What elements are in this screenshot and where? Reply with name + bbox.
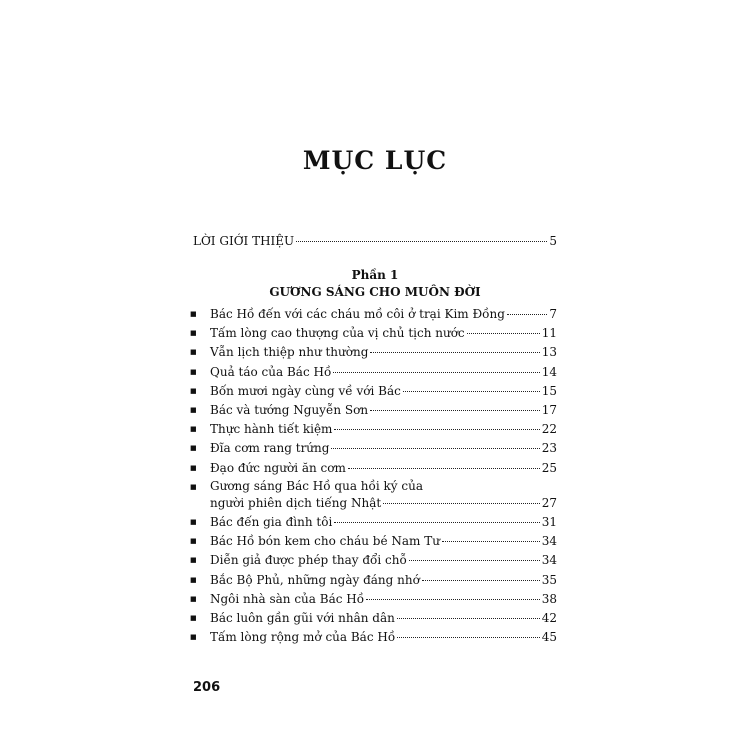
- toc-entry-page: 31: [541, 515, 557, 530]
- square-bullet-icon: ■: [190, 425, 197, 434]
- toc-entry-page: 17: [541, 403, 557, 418]
- dot-leader: [397, 637, 540, 638]
- toc-entry-page: 7: [549, 307, 557, 321]
- toc-entry: [190, 571, 557, 590]
- toc-entry: [190, 478, 557, 513]
- toc-entry: [190, 628, 557, 647]
- dot-leader: [403, 391, 540, 392]
- toc-entry-page: 27: [541, 495, 557, 510]
- toc-entry-page: 42: [541, 611, 557, 626]
- toc-entry: [190, 420, 557, 439]
- dot-leader: [334, 522, 539, 523]
- toc-entry-title: Thực hành tiết kiệm: [210, 422, 333, 437]
- toc-entry-title: Đĩa cơm rang trứng: [210, 441, 330, 456]
- square-bullet-icon: ■: [190, 518, 197, 527]
- dot-leader: [348, 468, 540, 469]
- dot-leader: [370, 352, 539, 353]
- toc-entry: [190, 382, 557, 401]
- toc-entry: [190, 305, 557, 324]
- square-bullet-icon: ■: [190, 348, 197, 357]
- dot-leader: [467, 333, 540, 334]
- toc-entry-title: Đạo đức người ăn cơm: [210, 460, 346, 475]
- toc-entry-page: 14: [541, 364, 557, 379]
- toc-entry-title: Bác Hồ đến với các cháu mồ côi ở trại Kim Đồng: [210, 307, 505, 321]
- toc-entry-title: Bắc Bộ Phủ, những ngày đáng nhớ: [210, 572, 420, 587]
- toc-entry-page: 35: [541, 572, 557, 587]
- toc-list: [190, 305, 557, 647]
- toc-intro-row: [193, 234, 557, 250]
- toc-entry-title: Tấm lòng cao thượng của vị chủ tịch nước: [210, 326, 465, 341]
- toc-entry-page: 45: [541, 630, 557, 645]
- square-bullet-icon: ■: [190, 463, 197, 472]
- toc-entry: [190, 439, 557, 458]
- square-bullet-icon: ■: [190, 310, 197, 318]
- dot-leader: [409, 560, 540, 561]
- square-bullet-icon: ■: [190, 614, 197, 623]
- toc-entry: [190, 551, 557, 570]
- toc-entry: [190, 532, 557, 551]
- dot-leader: [331, 448, 539, 449]
- toc-entry-page: 38: [541, 591, 557, 606]
- square-bullet-icon: ■: [190, 406, 197, 415]
- toc-entry-title: Ngôi nhà sàn của Bác Hồ: [210, 591, 365, 606]
- toc-entry-title: Bác và tướng Nguyễn Sơn: [210, 403, 369, 418]
- square-bullet-icon: ■: [190, 537, 197, 546]
- toc-entry-page: 15: [541, 383, 557, 398]
- page-number: 206: [193, 680, 221, 695]
- toc-entry-page: 13: [541, 345, 557, 360]
- part-title: GƯƠNG SÁNG CHO MUÔN ĐỜI: [269, 285, 481, 299]
- square-bullet-icon: ■: [190, 482, 197, 491]
- square-bullet-icon: ■: [190, 633, 197, 642]
- toc-entry-page: 34: [541, 553, 557, 568]
- toc-entry-title: Bác Hồ bón kem cho cháu bé Nam Tư: [210, 534, 440, 549]
- toc-entry-title-line1: Gương sáng Bác Hồ qua hồi ký của: [210, 478, 423, 493]
- dot-leader: [366, 599, 540, 600]
- toc-entry-page: 22: [541, 422, 557, 437]
- toc-entry-title: Bốn mươi ngày cùng về với Bác: [210, 383, 401, 398]
- dot-leader: [334, 429, 539, 430]
- dot-leader: [422, 580, 540, 581]
- square-bullet-icon: ■: [190, 386, 197, 395]
- square-bullet-icon: ■: [190, 367, 197, 376]
- toc-entry-title: Quả táo của Bác Hồ: [210, 364, 332, 379]
- toc-entry: [190, 590, 557, 609]
- dot-leader: [442, 541, 540, 542]
- toc-entry-page: 25: [541, 460, 557, 475]
- dot-leader: [397, 618, 540, 619]
- dot-leader: [333, 372, 539, 373]
- toc-entry: [190, 363, 557, 382]
- toc-entry: [190, 459, 557, 478]
- page-title: MỤC LỤC: [302, 146, 448, 175]
- dot-leader: [296, 241, 547, 242]
- square-bullet-icon: ■: [190, 556, 197, 565]
- square-bullet-icon: ■: [190, 575, 197, 584]
- toc-entry: [190, 343, 557, 362]
- toc-entry-title: Bác đến gia đình tôi: [210, 515, 333, 530]
- square-bullet-icon: ■: [190, 329, 197, 338]
- part-label: Phần 1: [351, 268, 399, 282]
- toc-entry-title: Vẫn lịch thiệp như thường: [210, 345, 369, 360]
- toc-entry: [190, 609, 557, 628]
- toc-entry-page: 34: [541, 534, 557, 549]
- square-bullet-icon: ■: [190, 594, 197, 603]
- toc-entry: [190, 401, 557, 420]
- dot-leader: [507, 314, 547, 315]
- toc-entry: [190, 324, 557, 343]
- toc-entry-title: Bác luôn gần gũi với nhân dân: [210, 611, 395, 626]
- dot-leader: [383, 503, 540, 504]
- toc-entry-title: Diễn giả được phép thay đổi chỗ: [210, 553, 407, 568]
- toc-entry-page: 23: [541, 441, 557, 456]
- dot-leader: [370, 410, 540, 411]
- toc-entry: [190, 513, 557, 532]
- toc-entry-title: Tấm lòng rộng mở của Bác Hồ: [210, 630, 396, 645]
- toc-entry-page: 11: [541, 326, 557, 341]
- toc-intro-label: LỜI GIỚI THIỆU: [193, 234, 295, 248]
- toc-intro-page: 5: [549, 234, 557, 248]
- square-bullet-icon: ■: [190, 444, 197, 453]
- toc-entry-title-line2: người phiên dịch tiếng Nhật: [210, 495, 382, 510]
